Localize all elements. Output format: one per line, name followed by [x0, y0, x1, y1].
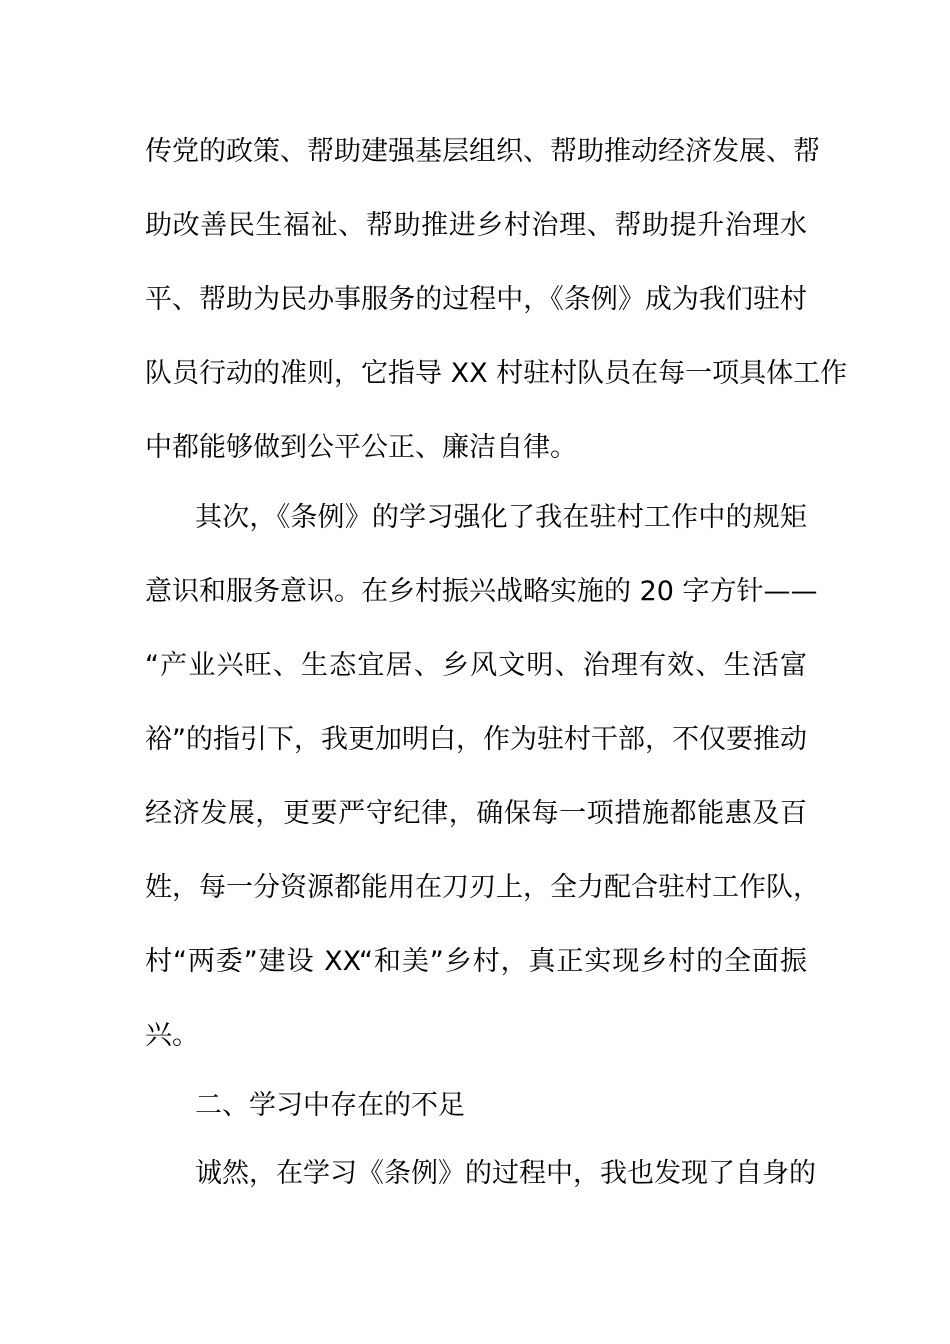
text-line-5: 中都能够做到公平公正、廉洁自律。	[145, 432, 577, 463]
text-line-13: 兴。	[145, 1020, 199, 1051]
text-line-3: 平、帮助为民办事服务的过程中，《条例》成为我们驻村	[145, 284, 807, 315]
text-line-7: 意识和服务意识。在乡村振兴战略实施的 20 字方针——	[145, 576, 818, 607]
text-line-10: 经济发展，更要严守纪律，确保每一项措施都能惠及百	[145, 798, 807, 829]
text-line-2: 助改善民生福祉、帮助推进乡村治理、帮助提升治理水	[145, 210, 807, 241]
text-line-8: “产业兴旺、生态宜居、乡风文明、治理有效、生活富	[145, 650, 807, 681]
paragraph-3-first-line: 诚然，在学习《条例》的过程中，我也发现了自身的	[195, 1158, 816, 1189]
text-line-11: 姓，每一分资源都能用在刀刃上，全力配合驻村工作队，	[145, 872, 820, 903]
section-heading: 二、学习中存在的不足	[195, 1090, 465, 1121]
paragraph-2-first-line: 其次，《条例》的学习强化了我在驻村工作中的规矩	[195, 502, 807, 533]
text-line-1: 传党的政策、帮助建强基层组织、帮助推动经济发展、帮	[145, 136, 820, 167]
text-line-4: 队员行动的准则，它指导 XX 村驻村队员在每一项具体工作	[145, 358, 848, 389]
text-line-12: 村“两委”建设 XX“和美”乡村，真正实现乡村的全面振	[145, 946, 807, 977]
text-line-9: 裕”的指引下，我更加明白，作为驻村干部，不仅要推动	[145, 724, 807, 755]
